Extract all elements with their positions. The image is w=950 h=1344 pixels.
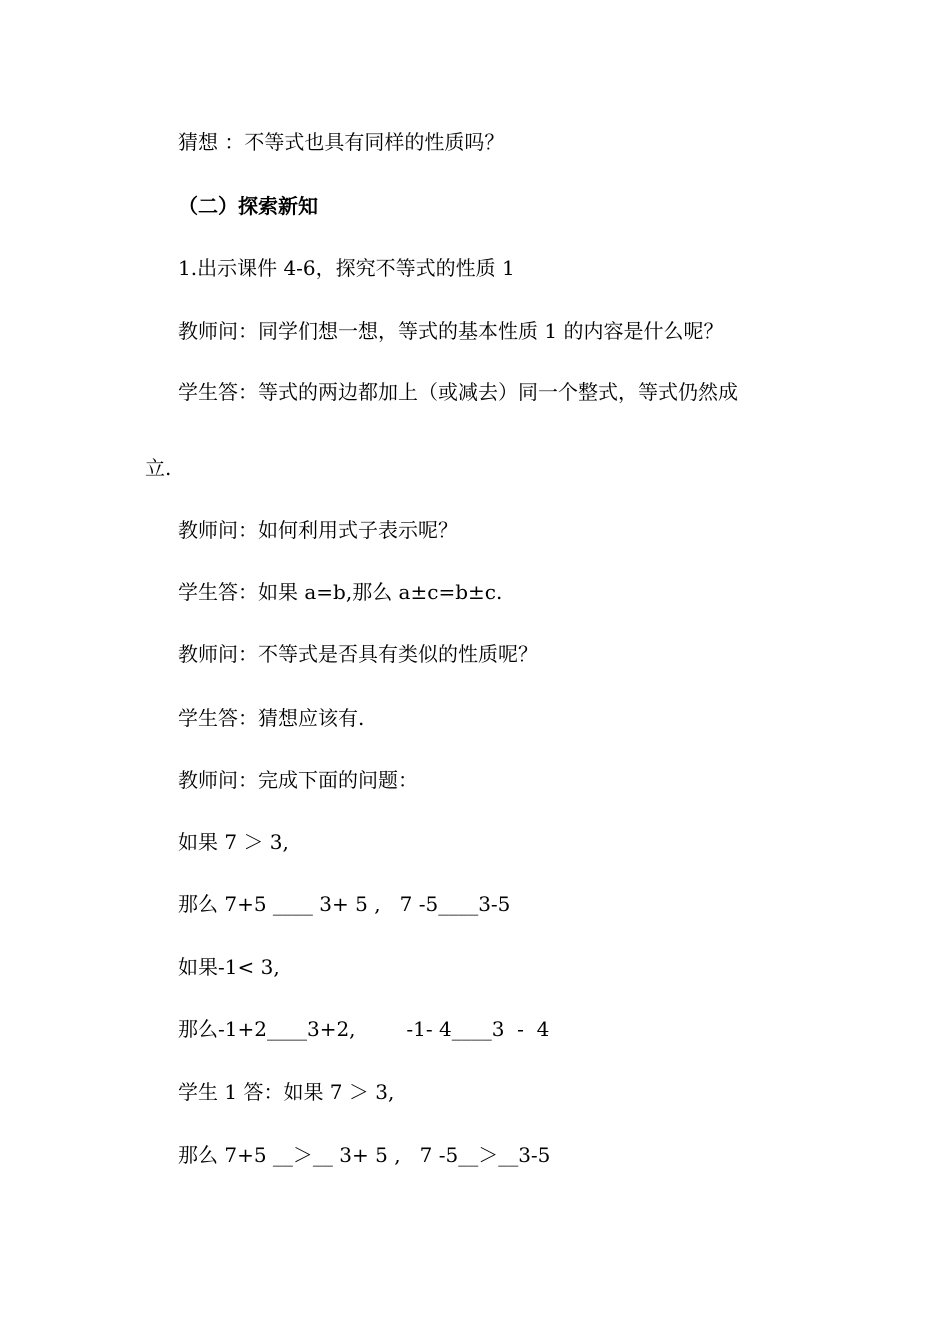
text-line-if-neg1-lt-3: 如果-1< 3,: [178, 955, 280, 979]
text-line-step1: 1.出示课件 4-6，探究不等式的性质 1: [178, 256, 515, 280]
text-line-student-a1: 学生答：等式的两边都加上（或减去）同一个整式，等式仍然成: [178, 380, 738, 404]
text-line-conjecture: 猜想 ：不等式也具有同样的性质吗？: [178, 130, 505, 154]
text-line-teacher-q4: 教师问：完成下面的问题：: [178, 768, 418, 792]
text-line-student1-then: 那么 7+5 __＞__ 3+ 5 , 7 -5__＞__3-5: [178, 1143, 551, 1167]
text-line-student-a2: 学生答：如果 a=b,那么 a±c=b±c.: [178, 580, 503, 604]
section-heading: （二）探索新知: [178, 194, 318, 218]
text-line-student1-a: 学生 1 答：如果 7 ＞ 3,: [178, 1080, 395, 1104]
text-line-student-a1-wrap: 立.: [145, 456, 172, 480]
text-line-student-a3: 学生答：猜想应该有.: [178, 706, 365, 730]
text-line-teacher-q1: 教师问：同学们想一想，等式的基本性质 1 的内容是什么呢？: [178, 319, 724, 343]
text-line-then-neg1: 那么-1+2____3+2, -1- 4____3 - 4: [178, 1017, 550, 1041]
text-line-teacher-q2: 教师问：如何利用式子表示呢？: [178, 518, 458, 542]
text-line-teacher-q3: 教师问：不等式是否具有类似的性质呢？: [178, 642, 538, 666]
text-line-then-7: 那么 7+5 ____ 3+ 5 , 7 -5____3-5: [178, 892, 511, 916]
text-line-if-7-gt-3: 如果 7 ＞ 3,: [178, 830, 289, 854]
